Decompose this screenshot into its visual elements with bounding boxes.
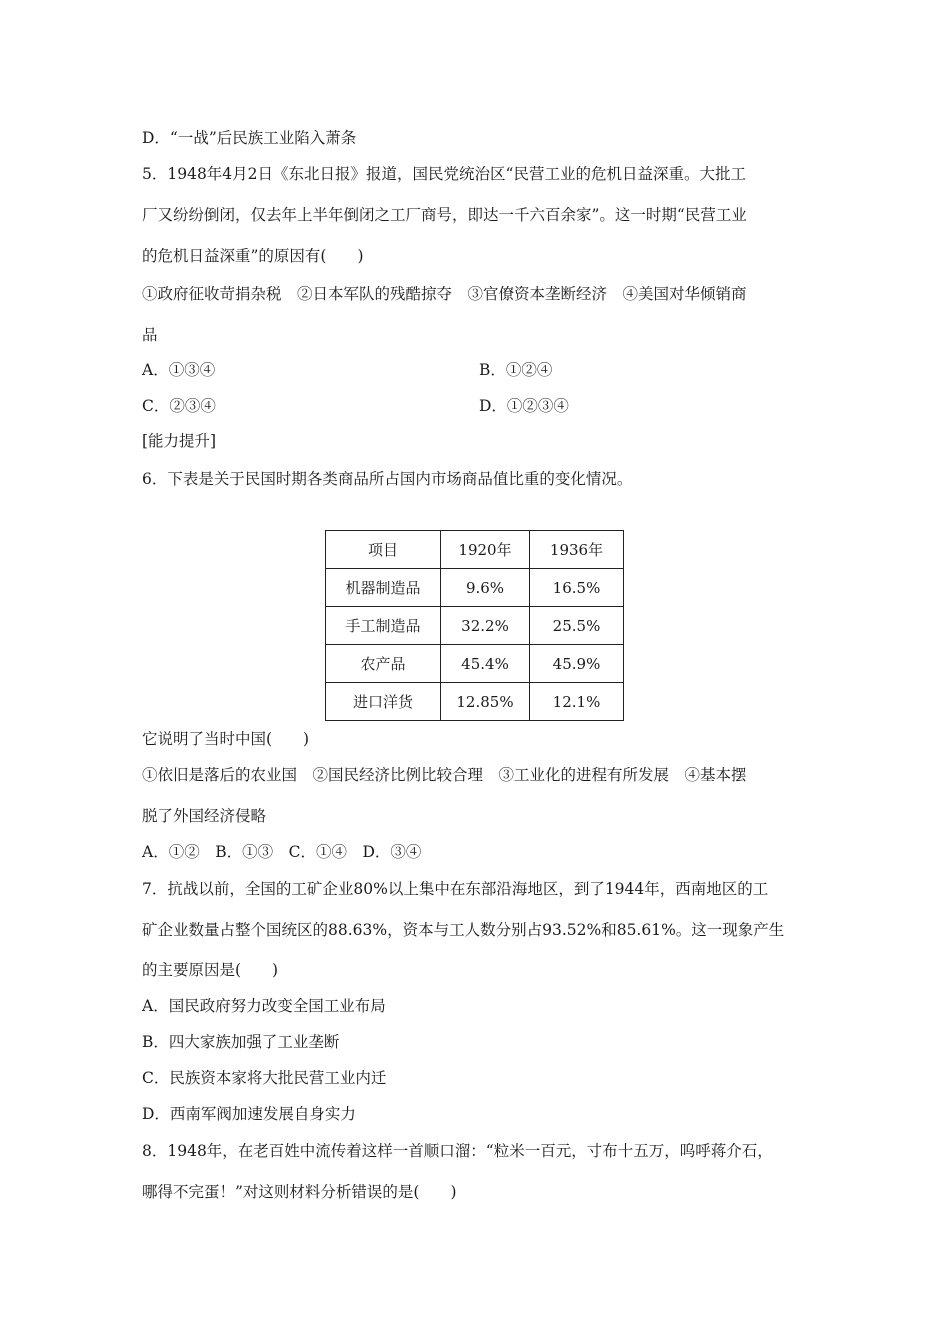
q5-option-d: D．①②③④ [479,397,569,415]
q6-items-line2: 脱了外国经济侵略 [142,807,267,825]
q5-stem-line1: 5．1948年4月2日《东北日报》报道，国民党统治区“民营工业的危机日益深重。大批工 [142,165,746,183]
q6-table [325,530,624,721]
table-header-cell: 项目 [326,531,441,569]
q5-stem-line3: 的危机日益深重”的原因有( ) [142,247,364,265]
table-cell: 12.1% [530,683,624,721]
table-cell: 25.5% [530,607,624,645]
table-header-row [326,531,624,569]
q5-stem-line2: 厂又纷纷倒闭，仅去年上半年倒闭之工厂商号，即达一千六百余家”。这一时期“民营工业 [142,206,747,224]
table-cell: 机器制造品 [326,569,441,607]
q5-option-a: A．①③④ [142,361,216,379]
q5-option-b: B．①②④ [479,361,553,379]
q5-items-line1: ①政府征收苛捐杂税 ②日本军队的残酷掠夺 ③官僚资本垄断经济 ④美国对华倾销商 [142,285,747,303]
q6-options: A．①② B．①③ C．①④ D．③④ [142,843,422,861]
q7-option-a: A．国民政府努力改变全国工业布局 [142,997,386,1015]
q5-items-line2: 品 [142,326,158,344]
q7-stem-line1: 7．抗战以前，全国的工矿企业80%以上集中在东部沿海地区，到了1944年，西南地区的工 [142,880,769,898]
table-cell: 45.9% [530,645,624,683]
q6-items-line1: ①依旧是落后的农业国 ②国民经济比例比较合理 ③工业化的进程有所发展 ④基本摆 [142,766,747,784]
table-row [326,569,624,607]
table-cell: 农产品 [326,645,441,683]
q5-option-c: C．②③④ [142,397,216,415]
q8-stem-line1: 8．1948年，在老百姓中流传着这样一首顺口溜：“粒米一百元，寸布十五万，呜呼蒋介石， [142,1142,773,1160]
q7-option-d: D．西南军阀加速发展自身实力 [142,1105,356,1123]
table-cell: 手工制造品 [326,607,441,645]
q8-stem-line2: 哪得不完蛋！”对这则材料分析错误的是( ) [142,1183,457,1201]
q4-option-d: D．“一战”后民族工业陷入萧条 [142,129,357,147]
q7-option-c: C．民族资本家将大批民营工业内迁 [142,1069,387,1087]
q6-after-table: 它说明了当时中国( ) [142,730,310,748]
table-row [326,683,624,721]
table-cell: 12.85% [441,683,530,721]
q7-stem-line3: 的主要原因是( ) [142,961,279,979]
table-row [326,645,624,683]
table-row [326,607,624,645]
q7-stem-line2: 矿企业数量占整个国统区的88.63%，资本与工人数分别占93.52%和85.61%。这一现象产生 [142,921,785,939]
table-header-cell: 1920年 [441,531,530,569]
q6-stem: 6．下表是关于民国时期各类商品所占国内市场商品值比重的变化情况。 [142,470,633,488]
table-cell: 32.2% [441,607,530,645]
q7-option-b: B．四大家族加强了工业垄断 [142,1033,340,1051]
table-header-cell: 1936年 [530,531,624,569]
section-heading: [能力提升] [142,432,217,450]
table-cell: 45.4% [441,645,530,683]
table-cell: 9.6% [441,569,530,607]
table-cell: 16.5% [530,569,624,607]
table-cell: 进口洋货 [326,683,441,721]
